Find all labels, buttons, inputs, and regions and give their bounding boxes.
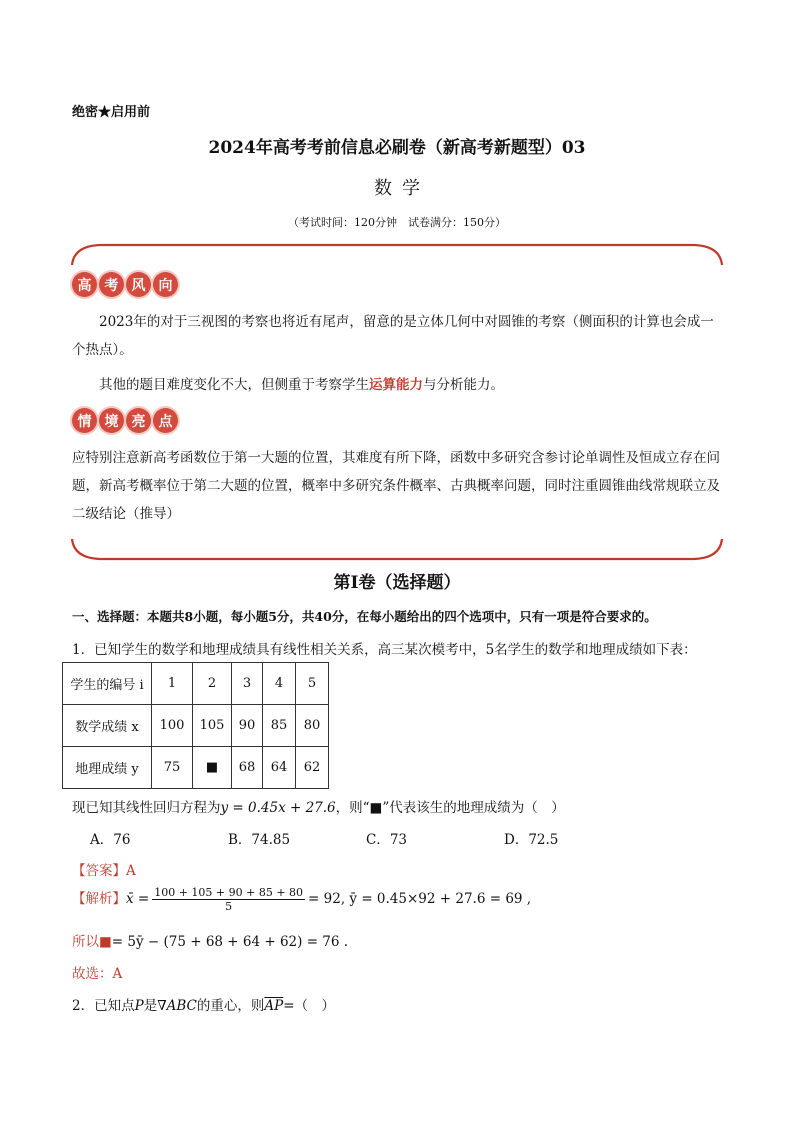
so-square: ■ — [99, 934, 112, 950]
table-cell: 4 — [263, 663, 296, 705]
option-b: B．74.85 — [228, 832, 291, 848]
badge-char: 向 — [153, 272, 178, 297]
badge-highlights — [72, 408, 178, 436]
analysis-rest: = 92, ȳ = 0.45×92 + 27.6 = 69 , — [308, 891, 532, 907]
table-cell: 2 — [193, 663, 232, 705]
trend-paragraph-1: 2023年的对于三视图的考察也将近有尾声，留意的是立体几何中对圆锥的考察（侧面积的计算也会成一个热点）。 — [72, 314, 714, 358]
highlights-paragraph: 应特别注意新高考函数位于第一大题的位置，其难度有所下降，函数中多研究含参讨论单调性及恒成立存在问题，新高考概率位于第二大题的位置，概率中多研究条件概率、古典概率问题，同时注重圆锥曲线常规联立及二级结论（推导） — [72, 450, 720, 522]
x-bar: x̄ = — [126, 891, 150, 907]
table-cell: 数学成绩 x — [63, 705, 152, 747]
table-cell: 62 — [296, 747, 329, 789]
box-bottom-border — [70, 538, 724, 564]
question-2-stem — [72, 994, 335, 1014]
text: 是 — [143, 998, 158, 1014]
section-instructions: 一、选择题：本题共8小题，每小题5分，共40分，在每小题给出的四个选项中，只有一项是符合要求的。 — [72, 609, 657, 624]
table-cell: 3 — [232, 663, 263, 705]
badge-char: 境 — [99, 408, 124, 433]
choice-label: 故选： — [72, 966, 113, 982]
fraction-numerator: 100 + 105 + 90 + 85 + 80 — [154, 886, 304, 899]
badge-char: 风 — [126, 272, 151, 297]
table-cell: 学生的编号 i — [63, 663, 152, 705]
so-expression: = 5ȳ − (75 + 68 + 64 + 62) = 76 . — [111, 934, 349, 950]
table-row — [63, 663, 329, 705]
point-p: P — [134, 998, 144, 1014]
question-1-stem: 1．已知学生的数学和地理成绩具有线性相关关系，高三某次模考中，5名学生的数学和地理成绩如下表： — [72, 642, 697, 658]
table-cell: 80 — [296, 705, 329, 747]
answer-value: A — [126, 863, 136, 879]
text: 的重心，则 — [196, 998, 265, 1014]
table-row — [63, 747, 329, 789]
table-cell: 105 — [193, 705, 232, 747]
option-a: A．76 — [90, 832, 131, 848]
regression-line — [72, 796, 565, 816]
badge-char: 亮 — [126, 408, 151, 433]
choice-line — [72, 962, 122, 982]
choice-value: A — [112, 966, 123, 982]
regression-equation: y = 0.45x + 27.6 — [220, 800, 336, 816]
triangle-abc: ∇ABC — [157, 998, 197, 1014]
table-cell: 68 — [232, 747, 263, 789]
table-cell: 100 — [152, 705, 193, 747]
question-1-options — [90, 828, 650, 848]
score-table — [62, 662, 329, 789]
so-line — [72, 930, 348, 950]
table-cell: 1 — [152, 663, 193, 705]
table-cell: 85 — [263, 705, 296, 747]
table-cell: 地理成绩 y — [63, 747, 152, 789]
analysis-label: 【解析】 — [72, 891, 126, 907]
table-cell: ■ — [193, 747, 232, 789]
subject-title: 数学 — [374, 178, 430, 199]
section-title: 第I卷（选择题） — [333, 573, 461, 593]
vector-ap: $\overline{AP}$ — [264, 998, 284, 1014]
text: 与分析能力。 — [423, 377, 504, 393]
box-top-border — [70, 240, 724, 266]
trend-paragraph-2 — [72, 371, 724, 399]
table-cell: 75 — [152, 747, 193, 789]
table-cell: 64 — [263, 747, 296, 789]
badge-exam-trend — [72, 272, 178, 300]
text: =（ ） — [283, 998, 336, 1014]
fraction-denominator: 5 — [225, 900, 233, 913]
confidential-mark: 绝密★启用前 — [72, 105, 151, 120]
text: ，则“■”代表该生的地理成绩为（ ） — [335, 800, 565, 816]
text: 2．已知点 — [72, 998, 135, 1014]
analysis-line — [72, 886, 531, 913]
answer-line — [72, 859, 136, 879]
text: 现已知其线性回归方程为 — [72, 800, 221, 816]
badge-char: 点 — [153, 408, 178, 433]
badge-char: 高 — [72, 272, 97, 297]
answer-label: 【答案】 — [72, 863, 126, 879]
mean-fraction — [152, 886, 305, 913]
table-cell: 5 — [296, 663, 329, 705]
exam-info: （考试时间：120分钟 试卷满分：150分） — [288, 216, 506, 229]
badge-char: 考 — [99, 272, 124, 297]
so-label: 所以 — [72, 934, 99, 950]
option-c: C．73 — [366, 832, 408, 848]
option-d: D．72.5 — [504, 832, 559, 848]
highlight-computation: 运算能力 — [369, 377, 423, 393]
text: 其他的题目难度变化不大，但侧重于考察学生 — [99, 377, 369, 393]
table-row — [63, 705, 329, 747]
table-cell: 90 — [232, 705, 263, 747]
badge-char: 情 — [72, 408, 97, 433]
exam-title: 2024年高考考前信息必刷卷（新高考新题型）03 — [208, 138, 586, 158]
